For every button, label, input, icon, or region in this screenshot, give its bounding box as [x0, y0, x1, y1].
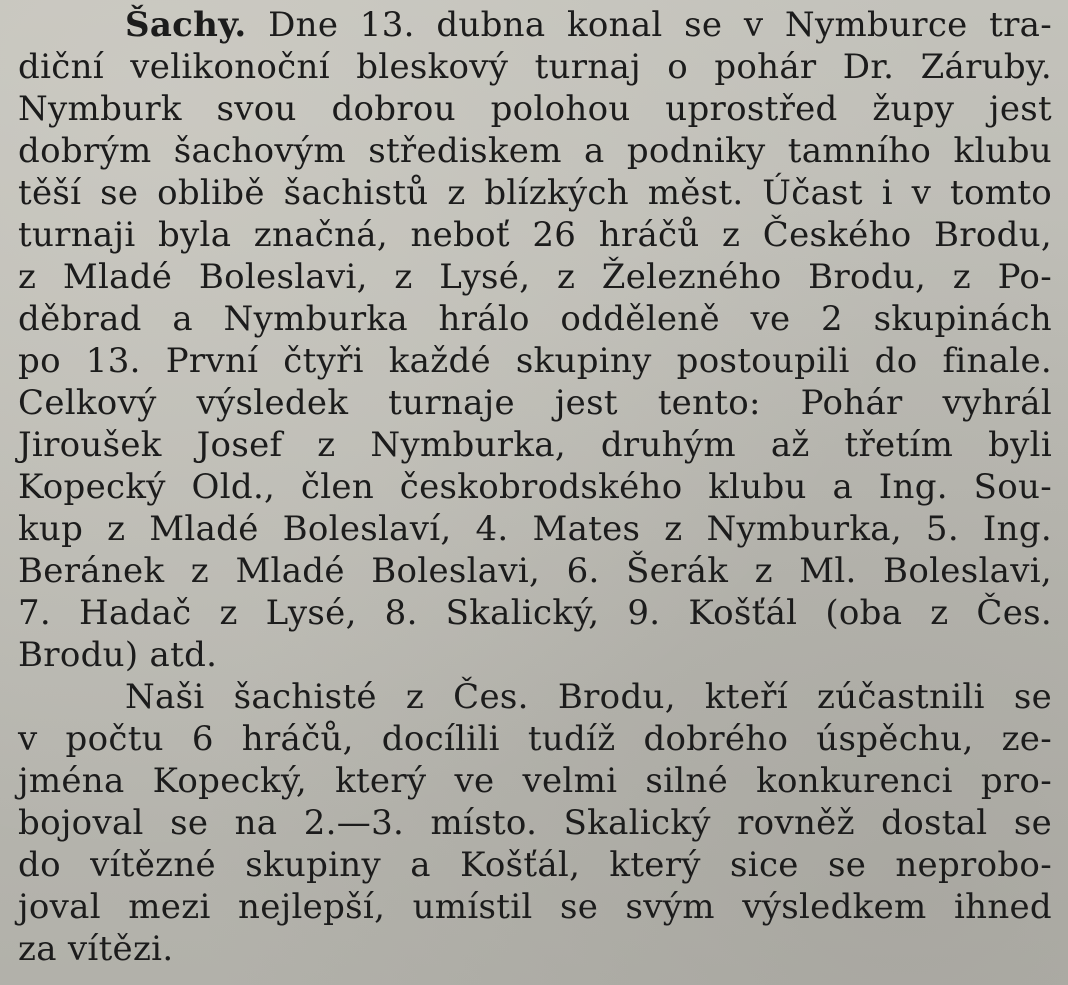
text-line: Nymburk svou dobrou polohou uprostřed župy jest: [18, 89, 1052, 129]
section-heading: Šachy.: [125, 5, 247, 45]
text-line: jména Kopecký, který ve velmi silné konkurenci pro-: [18, 761, 1052, 801]
text-line: kup z Mladé Boleslaví, 4. Mates z Nymburka, 5. Ing.: [18, 509, 1052, 549]
text-line: dobrým šachovým střediskem a podniky tamního klubu: [18, 131, 1052, 171]
text-line: bojoval se na 2.—3. místo. Skalický rovněž dostal se: [18, 803, 1052, 843]
text-line: Celkový výsledek turnaje jest tento: Pohár vyhrál: [18, 383, 1052, 423]
text-line: Kopecký Old., člen českobrodského klubu a Ing. Sou-: [18, 467, 1052, 507]
text-line: diční velikonoční bleskový turnaj o pohár Dr. Záruby.: [18, 47, 1052, 87]
text-line: z Mladé Boleslavi, z Lysé, z Železného Brodu, z Po-: [18, 257, 1052, 297]
text-line: za vítězi.: [18, 929, 174, 969]
text-line: v počtu 6 hráčů, docílili tudíž dobrého úspěchu, ze-: [18, 719, 1052, 759]
text-line: joval mezi nejlepší, umístil se svým výsledkem ihned: [18, 887, 1052, 927]
text-line: po 13. První čtyři každé skupiny postoupili do finale.: [18, 341, 1052, 381]
text-line: turnaji byla značná, neboť 26 hráčů z Českého Brodu,: [18, 215, 1052, 255]
text-line: Brodu) atd.: [18, 635, 218, 675]
text-line: Jiroušek Josef z Nymburka, druhým až třetím byli: [18, 425, 1052, 465]
text-line: těší se oblibě šachistů z blízkých měst. Účast i v tomto: [18, 173, 1052, 213]
text-line: Beránek z Mladé Boleslavi, 6. Šerák z Ml. Boleslavi,: [18, 551, 1052, 591]
text-line: Šachy. Dne 13. dubna konal se v Nymburce tra-: [125, 5, 1053, 45]
text-line: Naši šachisté z Čes. Brodu, kteří zúčastnili se: [125, 677, 1052, 717]
text-line: 7. Hadač z Lysé, 8. Skalický, 9. Košťál (oba z Čes.: [18, 593, 1052, 633]
text-line: do vítězné skupiny a Košťál, který sice se neprobo-: [18, 845, 1052, 885]
text-line: děbrad a Nymburka hrálo odděleně ve 2 skupinách: [18, 299, 1052, 339]
